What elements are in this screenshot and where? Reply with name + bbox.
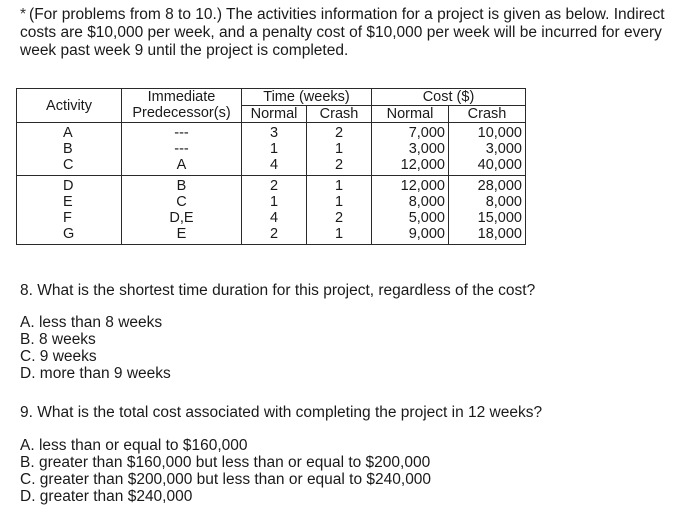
time-crash-value: 1 — [334, 178, 344, 194]
activity-label: C — [63, 157, 74, 173]
time-normal-value: 4 — [269, 157, 279, 173]
time-normal-cell — [242, 123, 307, 176]
question-9-options — [20, 437, 431, 505]
activity-label: A — [63, 125, 73, 141]
activity-cell — [17, 123, 122, 176]
activity-label: E — [63, 194, 73, 210]
cost-crash-cell — [449, 123, 526, 176]
header-cost-crash: Crash — [449, 106, 526, 123]
activity-label: G — [63, 226, 75, 242]
required-marker: * — [20, 6, 27, 23]
time-crash-value: 2 — [334, 125, 344, 141]
option-d[interactable]: D. more than 9 weeks — [20, 365, 171, 382]
time-normal-value: 1 — [269, 194, 279, 210]
predecessor-value: --- — [174, 125, 189, 141]
time-crash-value: 2 — [334, 210, 344, 226]
cost-normal-value: 8,000 — [408, 194, 445, 210]
time-normal-value: 2 — [269, 226, 279, 242]
cost-normal-value: 3,000 — [408, 141, 445, 157]
predecessor-cell — [122, 176, 242, 245]
predecessor-value: D,E — [169, 210, 194, 226]
time-normal-value: 2 — [269, 178, 279, 194]
cost-crash-value: 40,000 — [477, 157, 522, 173]
cost-crash-cell — [449, 176, 526, 245]
predecessor-value: B — [176, 178, 187, 194]
cost-normal-value: 5,000 — [408, 210, 445, 226]
activity-label: B — [63, 141, 73, 157]
time-normal-value: 3 — [269, 125, 279, 141]
cost-normal-value: 12,000 — [400, 157, 445, 173]
header-activity: Activity — [17, 89, 122, 123]
cost-crash-value: 28,000 — [477, 178, 522, 194]
time-normal-cell — [242, 176, 307, 245]
time-normal-value: 1 — [269, 141, 279, 157]
activity-label: D — [63, 178, 74, 194]
option-c[interactable]: C. greater than $200,000 but less than or equal to $240,000 — [20, 471, 432, 488]
cost-crash-value: 8,000 — [485, 194, 522, 210]
time-crash-value: 1 — [334, 226, 344, 242]
header-time-normal: Normal — [242, 106, 307, 123]
activity-cell — [17, 176, 122, 245]
header-time-crash: Crash — [307, 106, 372, 123]
activity-table — [16, 88, 526, 245]
option-d[interactable]: D. greater than $240,000 — [20, 488, 193, 505]
header-predecessor — [122, 89, 242, 123]
cost-crash-value: 3,000 — [485, 141, 522, 157]
time-crash-cell — [307, 123, 372, 176]
cost-crash-value: 15,000 — [477, 210, 522, 226]
problem-intro — [20, 6, 690, 60]
header-cost: Cost ($) — [372, 89, 526, 106]
intro-text: (For problems from 8 to 10.) The activities information for a project is given as below. Indirect costs are $10,000 per week, and a penalty cost of $10,000 per week will be incurred for every week past week 9 until the project is completed. — [20, 6, 665, 59]
cost-normal-cell — [372, 123, 449, 176]
cost-normal-value: 12,000 — [400, 178, 445, 194]
table-row-group-2 — [17, 176, 526, 245]
option-b[interactable]: B. greater than $160,000 but less than or equal to $200,000 — [20, 454, 431, 471]
table-row-group-1 — [17, 123, 526, 176]
time-crash-value: 1 — [334, 194, 344, 210]
question-8: 8. What is the shortest time duration for this project, regardless of the cost? — [20, 282, 536, 299]
cost-normal-cell — [372, 176, 449, 245]
predecessor-cell — [122, 123, 242, 176]
activity-label: F — [63, 210, 72, 226]
predecessor-value: C — [176, 194, 187, 210]
time-crash-value: 2 — [334, 157, 344, 173]
time-crash-value: 1 — [334, 141, 344, 157]
predecessor-value: E — [176, 226, 187, 242]
option-c[interactable]: C. 9 weeks — [20, 348, 97, 365]
question-8-options — [20, 314, 171, 382]
header-predecessor-text: Immediate Predecessor(s) — [132, 89, 231, 121]
predecessor-value: A — [176, 157, 187, 173]
option-a[interactable]: A. less than 8 weeks — [20, 314, 163, 331]
predecessor-value: --- — [174, 141, 189, 157]
option-a[interactable]: A. less than or equal to $160,000 — [20, 437, 248, 454]
question-9: 9. What is the total cost associated with completing the project in 12 weeks? — [20, 404, 543, 421]
cost-crash-value: 18,000 — [477, 226, 522, 242]
header-cost-normal: Normal — [372, 106, 449, 123]
cost-crash-value: 10,000 — [477, 125, 522, 141]
time-crash-cell — [307, 176, 372, 245]
cost-normal-value: 9,000 — [408, 226, 445, 242]
cost-normal-value: 7,000 — [408, 125, 445, 141]
option-b[interactable]: B. 8 weeks — [20, 331, 96, 348]
time-normal-value: 4 — [269, 210, 279, 226]
header-time: Time (weeks) — [242, 89, 372, 106]
